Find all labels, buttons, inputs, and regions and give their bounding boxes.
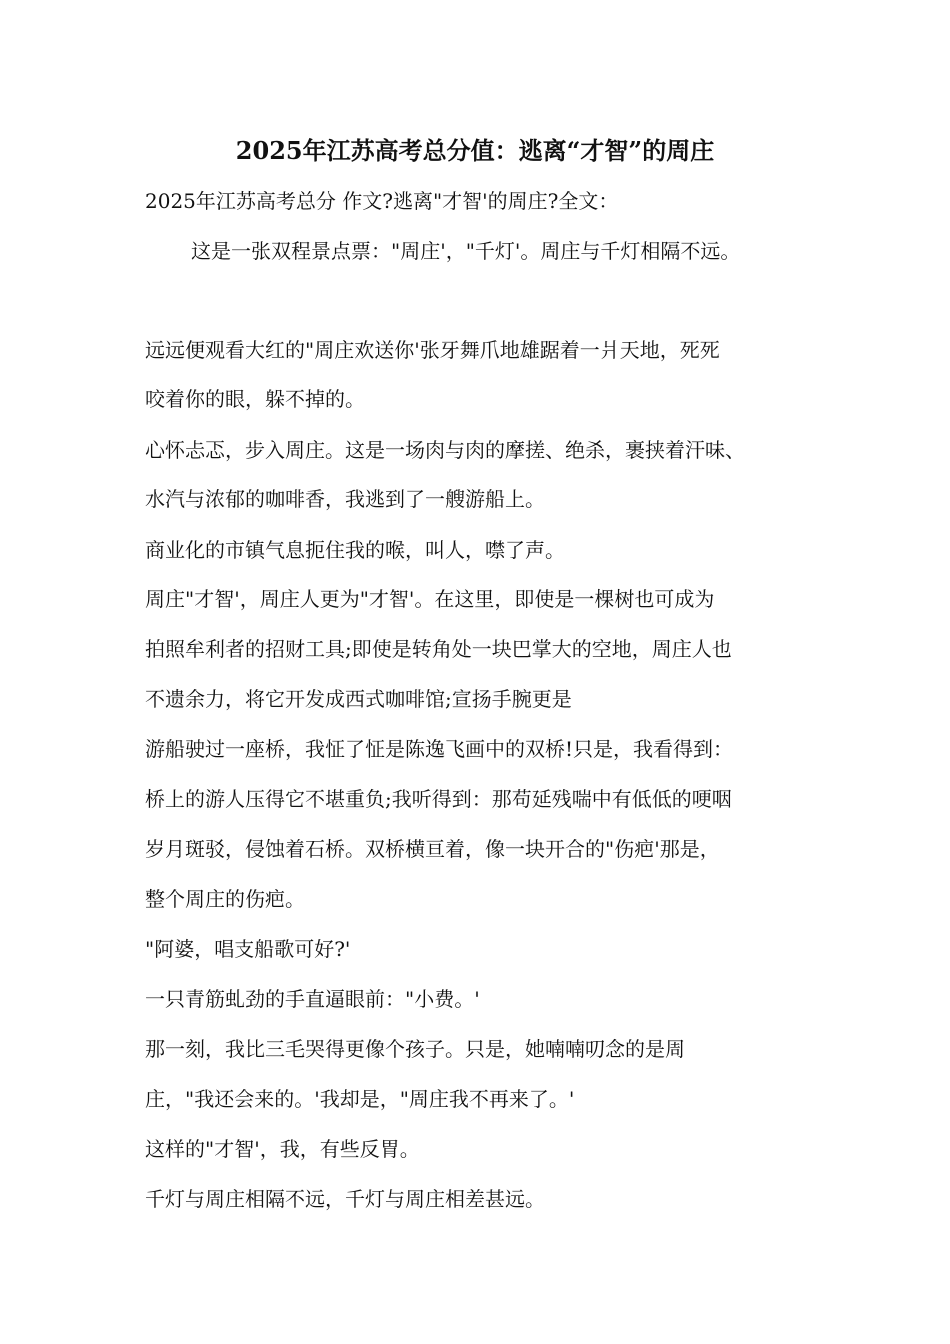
paragraph-line: 2025年江苏高考总分 作文?逃离"才智'的周庄?全文： [145, 189, 619, 213]
paragraph-line: 拍照牟利者的招财工具;即使是转角处一块巴掌大的空地，周庄人也 [145, 637, 732, 661]
paragraph-line: 庄，"我还会来的。'我却是，"周庄我不再来了。' [145, 1087, 575, 1111]
paragraph-line: 整个周庄的伤疤。 [145, 887, 305, 911]
paragraph-line: 周庄"才智'，周庄人更为"才智'。在这里，即使是一棵树也可成为 [145, 587, 715, 611]
paragraph-line: 不遗余力，将它开发成西式咖啡馆;宣扬手腕更是 [145, 687, 572, 711]
paragraph-line: 商业化的市镇气息扼住我的喉，叫人，噤了声。 [145, 538, 565, 562]
paragraph-line: 这样的"才智'，我，有些反胃。 [145, 1137, 420, 1161]
paragraph-line: 游船驶过一座桥，我怔了怔是陈逸飞画中的双桥!只是，我看得到： [145, 737, 734, 761]
paragraph-line: 水汽与浓郁的咖啡香，我逃到了一艘游船上。 [145, 487, 545, 511]
paragraph-line: 一只青筋虬劲的手直逼眼前："小费。' [145, 987, 480, 1011]
paragraph-line: 桥上的游人压得它不堪重负;我听得到：那苟延残喘中有低低的哽咽 [145, 787, 732, 811]
document-title: 2025年江苏高考总分值：逃离“才智”的周庄 [235, 136, 715, 165]
paragraph-line: 那一刻，我比三毛哭得更像个孩子。只是，她喃喃叨念的是周 [145, 1037, 685, 1061]
paragraph-line: 这是一张双程景点票："周庄'，"千灯'。周庄与千灯相隔不远。 [191, 239, 741, 263]
paragraph-line: 千灯与周庄相隔不远，千灯与周庄相差甚远。 [145, 1187, 545, 1211]
paragraph-line: 远远便观看大红的"周庄欢送你'张牙舞爪地雄踞着一爿天地，死死 [145, 338, 720, 362]
paragraph-line: "阿婆，唱支船歌可好?' [145, 937, 351, 961]
paragraph-line: 咬着你的眼，躲不掉的。 [145, 387, 365, 411]
paragraph-line: 岁月斑驳，侵蚀着石桥。双桥横亘着，像一块开合的"伤疤'那是， [145, 837, 720, 861]
paragraph-line: 心怀忐忑，步入周庄。这是一场肉与肉的摩搓、绝杀，裹挟着汗味、 [145, 438, 745, 462]
